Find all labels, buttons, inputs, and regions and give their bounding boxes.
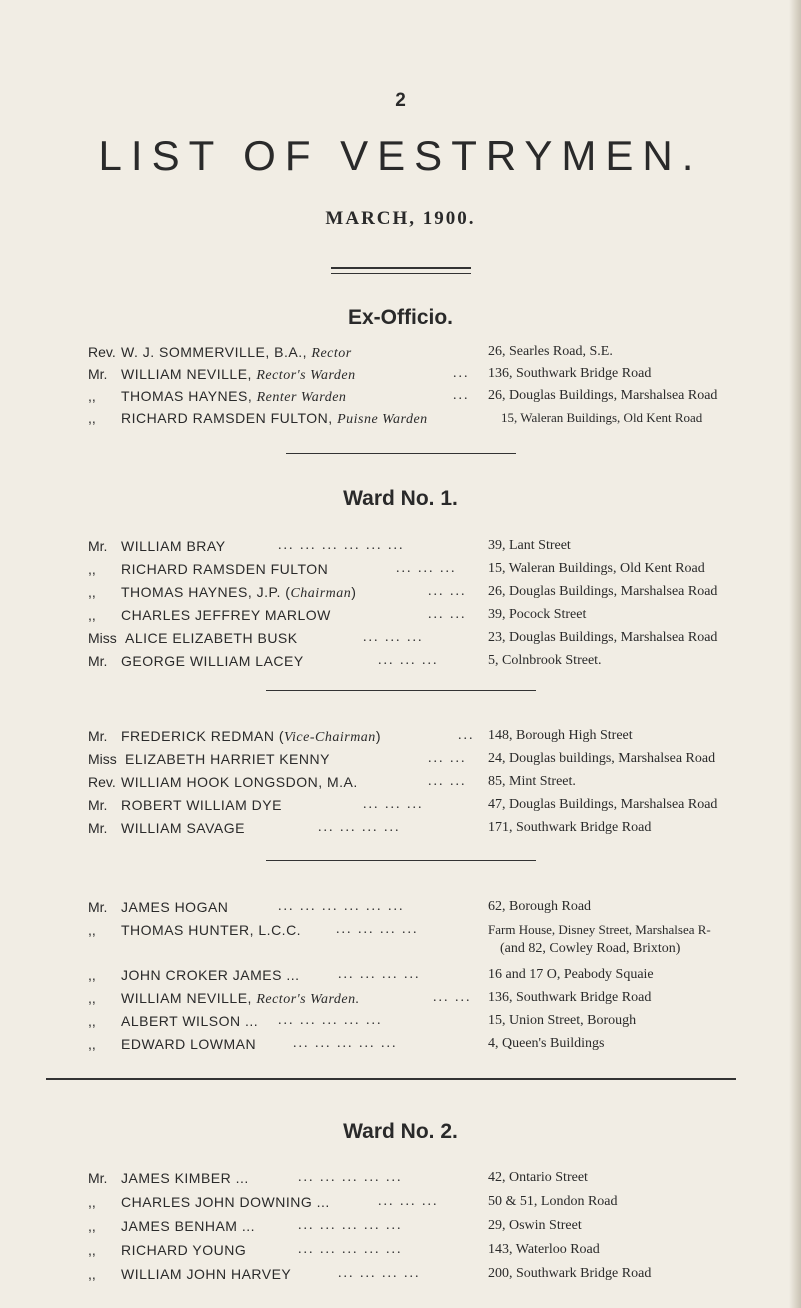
entry-address: 50 & 51, London Road: [488, 1194, 618, 1209]
entry-name: [121, 366, 356, 384]
entry-role: Puisne Warden: [337, 412, 428, 427]
entry-prefix: Miss: [88, 630, 117, 646]
list-item: [88, 1218, 788, 1240]
entry-role: Rector's Warden.: [256, 992, 360, 1007]
entry-name-text: FREDERICK REDMAN: [121, 728, 275, 744]
entry-address: 15, Union Street, Borough: [488, 1013, 637, 1028]
entry-name-text: WILLIAM BRAY: [121, 538, 226, 554]
entry-address: 136, Southwark Bridge Road: [488, 366, 652, 381]
list-item: [88, 820, 788, 842]
entry-prefix: ,,: [88, 922, 96, 938]
entry-name: [121, 410, 428, 428]
entry-address: 29, Oswin Street: [488, 1218, 582, 1233]
entry-name-text: WILLIAM NEVILLE,: [121, 990, 252, 1006]
entry-address: 26, Searles Road, S.E.: [488, 344, 613, 359]
entry-address: 62, Borough Road: [488, 899, 592, 914]
entry-prefix: Miss: [88, 751, 117, 767]
dot-leader: ... ... ... ...: [336, 922, 419, 937]
dot-leader: ...: [453, 388, 470, 403]
ward-2-heading: Ward No. 2.: [343, 1120, 458, 1143]
list-item: [88, 561, 788, 583]
entry-name-text: WILLIAM SAVAGE: [121, 820, 245, 836]
section-divider: [46, 1078, 736, 1080]
entry-name-text: JAMES BENHAM ...: [121, 1218, 256, 1234]
entry-name-text: WILLIAM JOHN HARVEY: [121, 1266, 292, 1282]
dot-leader: ... ... ...: [363, 630, 424, 645]
title-rule-bottom: [331, 273, 471, 274]
dot-leader: ... ... ... ... ...: [298, 1242, 403, 1257]
entry-name: THOMAS HAYNES, J.P. (Chairman): [121, 584, 357, 601]
dot-leader: ... ... ... ...: [338, 967, 421, 982]
list-item: [88, 410, 788, 432]
entry-prefix: Mr.: [88, 538, 108, 554]
entry-name-text: CHARLES JOHN DOWNING ...: [121, 1194, 330, 1210]
page-title: LIST OF VESTRYMEN.: [98, 132, 703, 179]
dot-leader: ... ... ... ... ...: [298, 1218, 403, 1233]
entry-address: 143, Waterloo Road: [488, 1242, 600, 1257]
entry-name: [121, 990, 360, 1008]
entry-name: FREDERICK REDMAN (Vice-Chairman): [121, 728, 381, 745]
entry-name-text: EDWARD LOWMAN: [121, 1036, 257, 1052]
entry-address: 42, Ontario Street: [488, 1170, 588, 1185]
entry-prefix: ,,: [88, 1266, 96, 1282]
entry-name-text: WILLIAM NEVILLE,: [121, 366, 252, 382]
list-item: [88, 967, 788, 989]
list-item: [88, 774, 788, 796]
entry-prefix: ,,: [88, 1218, 96, 1234]
dot-leader: ... ... ...: [396, 561, 457, 576]
entry-address: 15, Waleran Buildings, Old Kent Road: [501, 410, 703, 425]
list-item: [88, 1266, 788, 1288]
list-item: [88, 653, 788, 675]
entry-address: 136, Southwark Bridge Road: [488, 990, 652, 1005]
dot-leader: ... ... ... ...: [318, 820, 401, 835]
entry-address: 4, Queen's Buildings: [488, 1036, 605, 1051]
list-item: [88, 899, 788, 921]
entry-prefix: Mr.: [88, 820, 108, 836]
list-item: [88, 751, 788, 773]
entry-address: 148, Borough High Street: [488, 728, 633, 743]
entry-prefix: ,,: [88, 1194, 96, 1210]
entry-prefix: ,,: [88, 410, 96, 426]
entry-address: 85, Mint Street.: [488, 774, 576, 789]
list-item: [88, 1170, 788, 1192]
entry-address: Farm House, Disney Street, Marshalsea R-: [488, 922, 711, 937]
entry-name-text: RICHARD RAMSDEN FULTON: [121, 561, 329, 577]
entry-role: Vice-Chairman: [284, 730, 376, 745]
entry-prefix: Mr.: [88, 797, 108, 813]
entry-address: 26, Douglas Buildings, Marshalsea Road: [488, 388, 718, 403]
entry-prefix: Mr.: [88, 899, 108, 915]
dot-leader: ... ...: [428, 751, 467, 766]
entry-prefix: Rev.: [88, 344, 116, 360]
entry-name-text: WILLIAM HOOK LONGSDON, M.A.: [121, 774, 358, 790]
entry-address-continued: (and 82, Cowley Road, Brixton): [500, 941, 681, 956]
entry-prefix: ,,: [88, 967, 96, 983]
entry-address: 16 and 17 O, Peabody Squaie: [488, 967, 654, 982]
entry-prefix: ,,: [88, 1242, 96, 1258]
list-item: [88, 728, 788, 750]
dot-leader: ... ... ... ... ... ...: [278, 899, 405, 914]
entry-prefix: Rev.: [88, 774, 116, 790]
page-number: 2: [395, 90, 406, 111]
ward-1-heading: Ward No. 1.: [343, 487, 458, 510]
entry-name-text: THOMAS HAYNES,: [121, 388, 253, 404]
list-item: [88, 584, 788, 606]
dot-leader: ... ... ... ... ...: [298, 1170, 403, 1185]
entry-role: Renter Warden: [256, 390, 347, 405]
entry-name-text: THOMAS HAYNES, J.P.: [121, 584, 281, 600]
entry-name-text: CHARLES JEFFREY MARLOW: [121, 607, 331, 623]
dot-leader: ... ...: [433, 990, 472, 1005]
list-item: [88, 990, 788, 1012]
entry-prefix: ,,: [88, 561, 96, 577]
dot-leader: ...: [453, 366, 470, 381]
entry-name-text: ROBERT WILLIAM DYE: [121, 797, 282, 813]
entry-name-text: ALBERT WILSON ...: [121, 1013, 259, 1029]
entry-name-text: JOHN CROKER JAMES ...: [121, 967, 300, 983]
entry-role: Rector's Warden: [256, 368, 356, 383]
list-item: [88, 1013, 788, 1035]
entry-prefix: Mr.: [88, 366, 108, 382]
entry-name-text: THOMAS HUNTER, L.C.C.: [121, 922, 302, 938]
title-rule-top: [331, 267, 471, 269]
dot-leader: ...: [458, 728, 475, 743]
date-subtitle: MARCH, 1900.: [325, 208, 476, 229]
entry-address: 39, Pocock Street: [488, 607, 587, 622]
dot-leader: ... ... ... ... ... ...: [278, 538, 405, 553]
dot-leader: ... ... ... ... ...: [293, 1036, 398, 1051]
list-item: [88, 388, 788, 410]
entry-name-text: RICHARD RAMSDEN FULTON,: [121, 410, 333, 426]
entry-name-text: JAMES HOGAN: [121, 899, 229, 915]
entry-address: 171, Southwark Bridge Road: [488, 820, 652, 835]
entry-prefix: ,,: [88, 1013, 96, 1029]
entry-name-text: GEORGE WILLIAM LACEY: [121, 653, 304, 669]
dot-leader: ... ... ...: [378, 653, 439, 668]
entry-address: 5, Colnbrook Street.: [488, 653, 602, 668]
entry-prefix: ,,: [88, 607, 96, 623]
ex-officio-heading: Ex-Officio.: [347, 306, 453, 329]
list-item: [88, 1036, 788, 1058]
list-item: [88, 607, 788, 629]
entry-prefix: Mr.: [88, 653, 108, 669]
list-item: [88, 1194, 788, 1216]
entry-name-text: RICHARD YOUNG: [121, 1242, 247, 1258]
entry-role: Rector: [311, 346, 352, 361]
entry-address: 47, Douglas Buildings, Marshalsea Road: [488, 797, 718, 812]
list-item: [88, 538, 788, 560]
entry-name: [121, 388, 346, 406]
dot-leader: ... ... ... ...: [338, 1266, 421, 1281]
list-item: [88, 630, 788, 652]
dot-leader: ... ...: [428, 607, 467, 622]
dot-leader: ... ... ...: [378, 1194, 439, 1209]
entry-address: 200, Southwark Bridge Road: [488, 1266, 652, 1281]
list-item: [88, 922, 788, 964]
entry-prefix: Mr.: [88, 728, 108, 744]
group-divider: [266, 690, 536, 691]
entry-address: 26, Douglas Buildings, Marshalsea Road: [488, 584, 718, 599]
entry-address: 39, Lant Street: [488, 538, 571, 553]
page-edge-shadow: [789, 0, 801, 1308]
entry-prefix: Mr.: [88, 1170, 108, 1186]
entry-address: 15, Waleran Buildings, Old Kent Road: [488, 561, 705, 576]
entry-prefix: ,,: [88, 990, 96, 1006]
entry-name-text: JAMES KIMBER ...: [121, 1170, 249, 1186]
list-item: [88, 366, 788, 388]
entry-name-text: ALICE ELIZABETH BUSK: [125, 630, 298, 646]
list-item: [88, 1242, 788, 1264]
group-divider: [266, 860, 536, 861]
entry-name: [121, 344, 352, 362]
entry-name-text: W. J. SOMMERVILLE, B.A.,: [121, 344, 308, 360]
entry-name-text: ELIZABETH HARRIET KENNY: [125, 751, 330, 767]
entry-prefix: ,,: [88, 1036, 96, 1052]
dot-leader: ... ... ... ... ...: [278, 1013, 383, 1028]
list-item: [88, 344, 788, 366]
dot-leader: ... ... ...: [363, 797, 424, 812]
entry-role: Chairman: [290, 586, 352, 601]
entry-address: 23, Douglas Buildings, Marshalsea Road: [488, 630, 718, 645]
dot-leader: ... ...: [428, 774, 467, 789]
entry-prefix: ,,: [88, 388, 96, 404]
entry-prefix: ,,: [88, 584, 96, 600]
section-divider: [286, 453, 516, 454]
list-item: [88, 797, 788, 819]
dot-leader: ... ...: [428, 584, 467, 599]
entry-address: 24, Douglas buildings, Marshalsea Road: [488, 751, 716, 766]
